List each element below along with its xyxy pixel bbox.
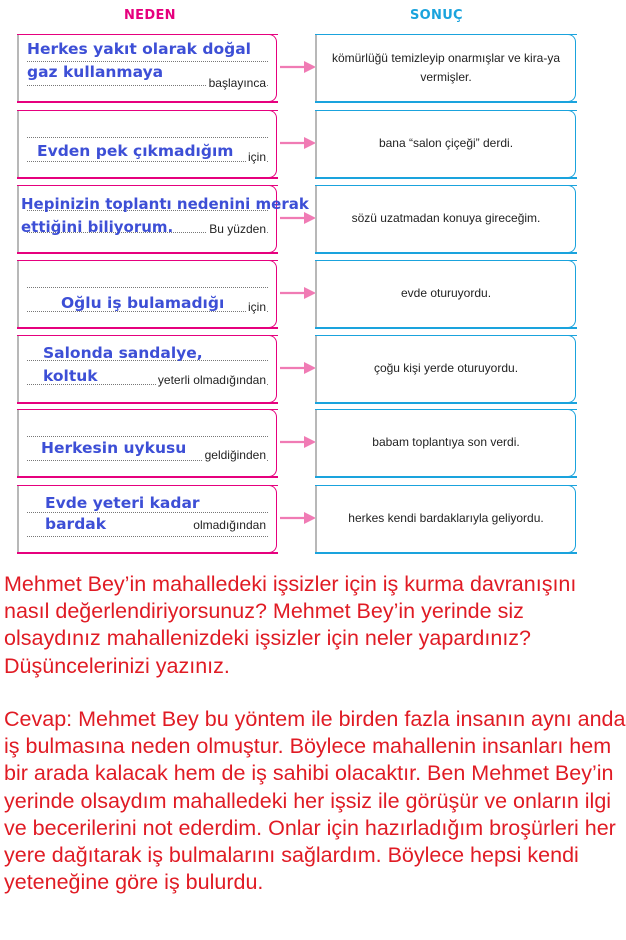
handwritten-answer: Herkes yakıt olarak doğal — [27, 40, 251, 58]
cause-box — [17, 185, 309, 253]
effect-box — [315, 110, 576, 178]
arrow-right-icon — [280, 511, 316, 525]
cause-effect-row — [0, 110, 626, 178]
arrow-right-icon — [280, 211, 316, 225]
cause-suffix: olmadığından — [193, 518, 266, 532]
cause-box — [17, 335, 277, 403]
effect-text: bana “salon çiçeği” derdi. — [378, 136, 514, 151]
neden-header: NEDEN — [124, 8, 176, 23]
question-text: Mehmet Bey’in mahalledeki işsizler için iş kurma davranışını nasıl değerlendiriyorsunuz? Mehmet Bey’in yerinde siz olsaydınız mahallenizdeki işsizler için neler yapardınız? Düşüncelerinizi yazınız. — [4, 572, 577, 678]
effect-text: herkes kendi bardaklarıyla geliyordu. — [348, 511, 544, 526]
cause-suffix: için — [247, 150, 266, 164]
arrow-right-icon — [280, 136, 316, 150]
handwritten-answer: ettiğini biliyorum. — [21, 218, 174, 236]
cause-suffix: yeterli olmadığından — [157, 373, 266, 387]
effect-text: evde oturuyordu. — [400, 286, 492, 301]
cause-box — [17, 260, 277, 328]
handwritten-answer: koltuk — [43, 367, 98, 385]
dotted-line — [27, 287, 268, 288]
cause-effect-row — [0, 409, 626, 477]
cause-box — [17, 110, 277, 178]
arrow-right-icon — [280, 435, 316, 449]
cause-suffix: için — [247, 300, 266, 314]
handwritten-answer: Evden pek çıkmadığım — [37, 142, 234, 160]
dotted-line — [27, 512, 268, 513]
answer-text: Cevap: Mehmet Bey bu yöntem ile birden fazla insanın aynı anda iş bulmasına neden olmuştur. Böylece mahallenin insanları hem bir arada kalacak hem de iş sahibi olacaktır. Ben Mehmet Bey’in yerinde olsaydım mahalledeki her işsiz ile görüşür ve onların ilgi ve becerilerini not ederdim. Onlar için hazırladığım broşürleri her yere dağıtarak iş bulmalarını sağlardım. Böylece hepsi kendi yeteneğine göre iş bulurdu. — [4, 707, 626, 895]
cause-suffix: geldiğinden — [204, 448, 266, 462]
cause-effect-row — [0, 34, 626, 102]
cause-effect-row — [0, 485, 626, 553]
cause-box — [17, 485, 277, 553]
sonuc-header: SONUÇ — [410, 8, 463, 23]
effect-text: çoğu kişi yerde oturuyordu. — [373, 361, 519, 376]
dotted-line — [27, 436, 268, 437]
cause-box — [17, 34, 277, 102]
effect-box — [315, 260, 576, 328]
dotted-line — [27, 161, 268, 162]
effect-text: kömürlüğü temizleyip onarmışlar ve kira-ya vermişler. — [331, 50, 561, 84]
effect-box — [315, 335, 576, 403]
effect-text: babam toplantıya son verdi. — [372, 435, 520, 450]
handwritten-answer: Herkesin uykusu — [41, 439, 187, 457]
cause-effect-row — [0, 260, 626, 328]
cause-effect-row — [0, 185, 626, 253]
handwritten-answer: Oğlu iş bulamadığı — [61, 294, 225, 312]
dotted-line — [27, 536, 268, 537]
handwritten-answer: Hepinizin toplantı nedenini merak — [21, 195, 309, 213]
dotted-line — [27, 137, 268, 138]
effect-box — [315, 34, 576, 102]
handwritten-answer: bardak — [45, 515, 107, 533]
handwritten-answer: Evde yeteri kadar — [45, 494, 200, 512]
cause-suffix: Bu yüzden — [209, 222, 266, 236]
cause-effect-row — [0, 335, 626, 403]
arrow-right-icon — [280, 361, 316, 375]
handwritten-answer: Salonda sandalye, — [43, 344, 203, 362]
cause-box — [17, 409, 277, 477]
effect-text: sözü uzatmadan konuya gireceğim. — [351, 211, 541, 226]
handwritten-answer: gaz kullanmaya — [27, 63, 164, 81]
effect-box — [315, 409, 576, 477]
dotted-line — [27, 61, 268, 62]
effect-box — [315, 485, 576, 553]
arrow-right-icon — [280, 286, 316, 300]
effect-box — [315, 185, 576, 253]
cause-suffix: başlayınca — [208, 76, 266, 90]
arrow-right-icon — [280, 60, 316, 74]
